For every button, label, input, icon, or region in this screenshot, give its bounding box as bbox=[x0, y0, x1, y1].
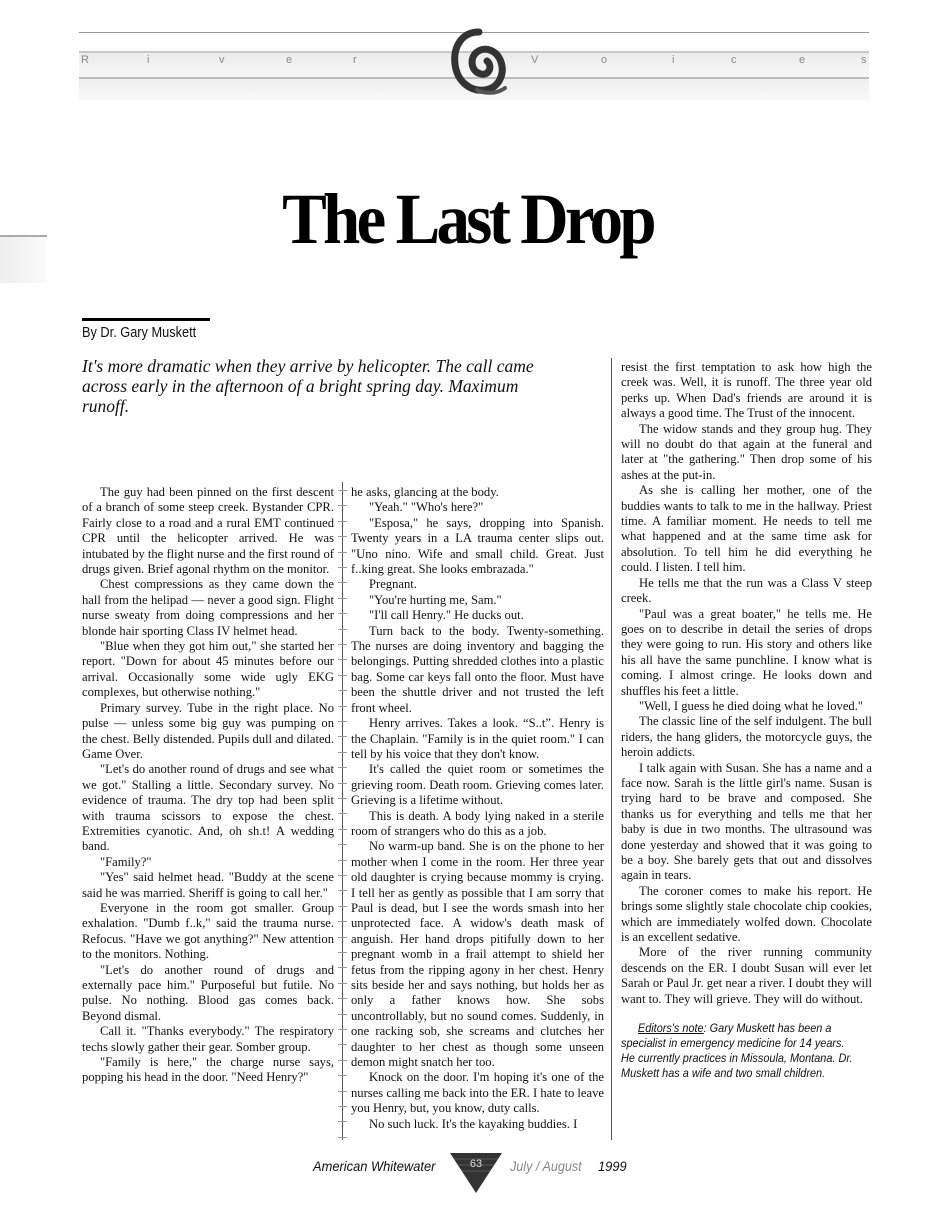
divider-tick bbox=[338, 552, 347, 553]
column-3 bbox=[621, 360, 872, 1081]
divider-tick bbox=[338, 690, 347, 691]
divider-tick bbox=[338, 629, 347, 630]
divider-tick bbox=[338, 1029, 347, 1030]
paragraph: The widow stands and they group hug. They will no doubt do that again at the funeral and later at "the gathering." Then drop some of his ashes at the put-in. bbox=[621, 421, 872, 482]
issue-months: July / August bbox=[510, 1158, 582, 1174]
paragraph: "Yes" said helmet head. "Buddy at the scene said he was married. Sheriff is going to call her." bbox=[82, 870, 334, 900]
masthead-letter: i bbox=[147, 54, 150, 66]
paragraph: As she is calling her mother, one of the buddies wants to talk to me in the hallway. Priest time. A familiar moment. He needs to tell me what happened and at the same time ask for absolution. To tell him he did everything he could. I listen. I tell him. bbox=[621, 483, 872, 575]
editor-note-label: Editors's note bbox=[637, 1022, 704, 1036]
divider-tick bbox=[338, 875, 347, 876]
paragraph: More of the river running community descends on the ER. I doubt Susan will ever let Sarah or Paul Jr. get near a river. I doubt they will want to. They will grieve. They will do without. bbox=[621, 945, 872, 1006]
divider-tick bbox=[338, 890, 347, 891]
divider-tick bbox=[338, 1106, 347, 1107]
divider-tick bbox=[338, 952, 347, 953]
divider-tick bbox=[338, 598, 347, 599]
paragraph: "I'll call Henry." He ducks out. bbox=[369, 608, 524, 623]
paragraph: I talk again with Susan. She has a name and a face now. Sarah is the little girl's name. Susan is trying hard to be brave and composed. She thanks us for everything and tells me that her baby is due in two months. The ultrasound was done yesterday and showed that it was going to be a boy. She barely gets that out and dissolves again in tears. bbox=[621, 760, 872, 883]
paragraph: resist the first temptation to ask how high the creek was. Well, it is runoff. The three year old perks up. When Dad's friends are around it is always a good time. The Trust of the innocent. bbox=[621, 360, 872, 421]
page-number: 63 bbox=[469, 1158, 483, 1170]
divider-tick bbox=[338, 998, 347, 999]
divider-tick bbox=[338, 1137, 347, 1138]
divider-tick bbox=[338, 813, 347, 814]
column-2 bbox=[351, 485, 604, 1132]
masthead-letter: c bbox=[731, 54, 737, 66]
paragraph: It's called the quiet room or sometimes the grieving room. Death room. Grieving comes later. Grieving is a lifetime without. bbox=[351, 762, 604, 808]
paragraph: No warm-up band. She is on the phone to her mother when I come in the room. Her three year old daughter is crying because mommy is crying. I tell her as gently as possible that I am sorry that Paul is dead, but I see the words smash into her unprotected face. A widow's death mask of anguish. Her hand drops pitifully down to her pregnant womb in a frail attempt to shield her fetus from the ripping agony in her chest. Henry sits beside her and says nothing, but holds her as only a father knows how. She sobs uncontrollably, but no sound comes. Suddenly, in one racking sob, she screams and clutches her daughter to her chest as though some unseen demon might snatch her too. bbox=[351, 839, 604, 1070]
divider-tick bbox=[338, 783, 347, 784]
masthead-letter: v bbox=[219, 54, 225, 66]
divider-tick bbox=[338, 736, 347, 737]
divider-tick bbox=[338, 567, 347, 568]
divider-tick bbox=[338, 1075, 347, 1076]
masthead-letter: R bbox=[81, 54, 89, 66]
column-divider bbox=[611, 358, 612, 1140]
paragraph: Call it. "Thanks everybody." The respiratory techs slowly gather their gear. Somber group. bbox=[82, 1024, 334, 1054]
article-title: The Last Drop bbox=[282, 179, 653, 259]
divider-tick bbox=[338, 536, 347, 537]
divider-tick bbox=[338, 659, 347, 660]
paragraph: Pregnant. bbox=[369, 577, 417, 592]
divider-tick bbox=[338, 490, 347, 491]
paragraph: "Blue when they got him out," she started her report. "Down for about 45 minutes before our arrival. Occasionally some wide ugly EKG complexes, but otherwise nothing." bbox=[82, 639, 334, 700]
divider-tick bbox=[338, 1014, 347, 1015]
paragraph: The coroner comes to make his report. He brings some slightly stale chocolate chip cookies, which are immediately wolfed down. Chocolate is an excellent sedative. bbox=[621, 883, 872, 945]
paragraph: "You're hurting me, Sam." bbox=[369, 592, 502, 607]
column-1 bbox=[82, 485, 334, 1086]
masthead-letter: V bbox=[531, 54, 539, 66]
paragraph: he asks, glancing at the body. bbox=[351, 485, 499, 499]
divider-tick bbox=[338, 798, 347, 799]
page-footer bbox=[0, 1153, 935, 1193]
paragraph: "Let's do another round of drugs and externally pace him." Purposeful but futile. No pulse. No nothing. Blood gas comes back. Beyond dismal. bbox=[82, 962, 334, 1023]
divider-tick bbox=[338, 767, 347, 768]
issue-year: 1999 bbox=[598, 1158, 627, 1174]
divider-tick bbox=[338, 582, 347, 583]
byline-rule bbox=[82, 318, 210, 321]
paragraph: The guy had been pinned on the first descent of a branch of some steep creek. Bystander CPR. Fairly close to a road and a rural EMT continued CPR until the helicopter arrived. He was intubated by the flight nurse and the first round of drugs given. Brief agonal rhythm on the monitor. bbox=[82, 485, 334, 577]
masthead-letter: i bbox=[672, 54, 675, 66]
masthead-letter: o bbox=[601, 54, 608, 66]
paragraph: He tells me that the run was a Class V steep creek. bbox=[621, 575, 872, 606]
divider-tick bbox=[338, 829, 347, 830]
divider-tick bbox=[338, 521, 347, 522]
divider-tick bbox=[338, 860, 347, 861]
paragraph: "Paul was a great boater," he tells me. He goes on to describe in detail the series of drops they were going to run. His story and others like his all have the same punchline. I know what is coming. I almost cringe. He looks down and shuffles his feet a little. bbox=[621, 606, 872, 698]
column-divider bbox=[342, 482, 343, 1140]
divider-tick bbox=[338, 706, 347, 707]
paragraph: "Family?" bbox=[100, 854, 152, 869]
divider-tick bbox=[338, 675, 347, 676]
divider-tick bbox=[338, 505, 347, 506]
masthead-letter: r bbox=[353, 54, 357, 66]
byline: By Dr. Gary Muskett bbox=[82, 325, 197, 341]
divider-tick bbox=[338, 1121, 347, 1122]
divider-tick bbox=[338, 644, 347, 645]
paragraph: No such luck. It's the kayaking buddies. I bbox=[369, 1116, 578, 1131]
paragraph: Everyone in the room got smaller. Group exhalation. "Dumb f..k," said the trauma nurse. Refocus. "Have we got anything?" New attention to the monitors. Nothing. bbox=[82, 900, 334, 962]
divider-tick bbox=[338, 1060, 347, 1061]
divider-tick bbox=[338, 613, 347, 614]
paragraph: Knock on the door. I'm hoping it's one of the nurses calling me back into the ER. I hate to leave you Henry, but, you know, duty calls. bbox=[351, 1070, 604, 1116]
paragraph: "Esposa," he says, dropping into Spanish. Twenty years in a LA trauma center slips out. "Uno nino. Wife and small child. Great. Just f..king great. She looks embrazada." bbox=[351, 515, 604, 577]
paragraph: "Yeah." "Who's here?" bbox=[369, 500, 484, 515]
paragraph: Primary survey. Tube in the right place. No pulse — unless some big guy was pumping on the chest. Belly distended. Pupils dull and dilated. Game Over. bbox=[82, 700, 334, 761]
masthead-letter: s bbox=[861, 54, 867, 66]
divider-tick bbox=[338, 1044, 347, 1045]
paragraph: Chest compressions as they came down the hall from the helipad — never a good sign. Flight nurse sweaty from doing compressions and her blonde hair sporting Class IV helmet head. bbox=[82, 577, 334, 638]
divider-tick bbox=[338, 921, 347, 922]
divider-tick bbox=[338, 967, 347, 968]
editor-note bbox=[621, 1021, 857, 1081]
masthead-letter: e bbox=[286, 54, 293, 66]
paragraph: Henry arrives. Takes a look. “S..t”. Henry is the Chaplain. "Family is in the quiet room." I can tell by his voice that they don't know. bbox=[351, 716, 604, 761]
publication-name: American Whitewater bbox=[313, 1158, 436, 1174]
divider-tick bbox=[338, 983, 347, 984]
lede: It's more dramatic when they arrive by helicopter. The call came across early in the afternoon of a bright spring day. Maximum runoff. bbox=[82, 356, 534, 416]
divider-tick bbox=[338, 906, 347, 907]
divider-tick bbox=[338, 937, 347, 938]
divider-tick bbox=[338, 752, 347, 753]
divider-tick bbox=[338, 1091, 347, 1092]
paragraph: This is death. A body lying naked in a sterile room of strangers who do this as a job. bbox=[351, 808, 604, 838]
swirl-logo-icon bbox=[449, 28, 509, 96]
masthead bbox=[79, 32, 869, 102]
masthead-letter: e bbox=[799, 54, 806, 66]
paragraph: "Family is here," the charge nurse says, popping his head in the door. "Need Henry?" bbox=[82, 1055, 334, 1085]
paragraph: Turn back to the body. Twenty-something. The nurses are doing inventory and bagging the belongings. Putting shredded clothes into a plastic bag. Some car keys fall onto the floor. Must have been the shuttle driver and not trusted the left front wheel. bbox=[351, 623, 604, 715]
paragraph: "Well, I guess he died doing what he loved." bbox=[639, 698, 864, 713]
paragraph: The classic line of the self indulgent. The bull riders, the hang gliders, the motorcycle guys, the heroin addicts. bbox=[621, 714, 872, 760]
editor-note-text: : Gary Muskett has been a specialist in emergency medicine for 14 years. He currently practices in Missoula, Montana. Dr. Muskett has a wife and two small children. bbox=[621, 1022, 853, 1081]
paragraph: "Let's do another round of drugs and see what we got." Stalling a little. Secondary survey. No evidence of trauma. The dry top had been split with trauma scissors to expose the chest. Extremities cyanotic. And, oh sh.t! A wedding band. bbox=[82, 762, 334, 854]
divider-tick bbox=[338, 844, 347, 845]
divider-tick bbox=[338, 721, 347, 722]
